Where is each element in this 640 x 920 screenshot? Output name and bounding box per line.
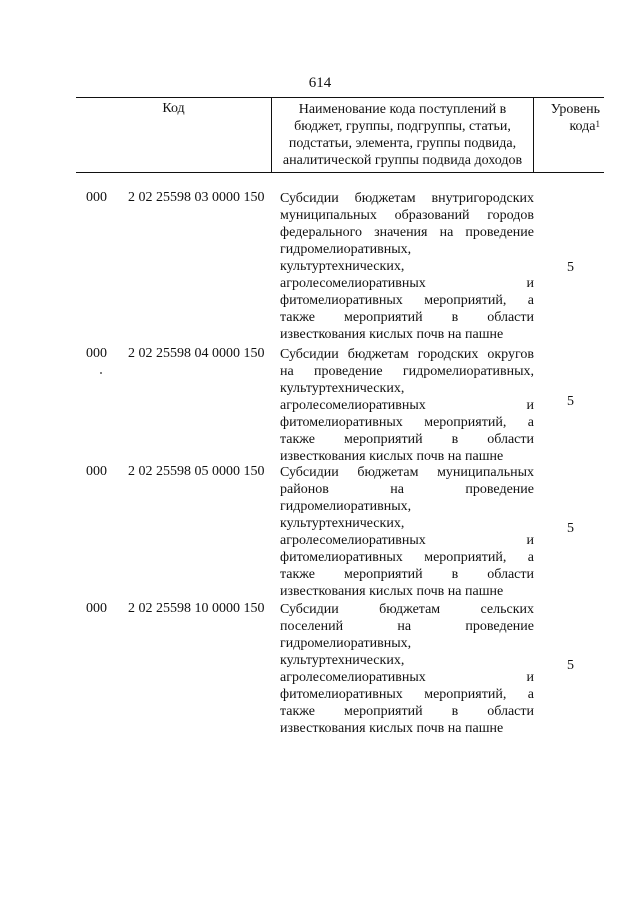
admin-code: 000 (86, 464, 107, 479)
revenue-name-line: культуртехнических, (280, 259, 405, 274)
table-header (76, 97, 604, 173)
revenue-name-line: также мероприятий в области (280, 432, 534, 447)
header-name-column (272, 98, 534, 172)
admin-code: 000 (86, 601, 107, 616)
revenue-name-line: гидромелиоративных, (280, 636, 412, 651)
revenue-name-line: муниципальных образований городов (280, 208, 534, 223)
revenue-name-line: Субсидии бюджетам муниципальных (280, 465, 534, 480)
revenue-name (280, 601, 534, 737)
revenue-name-line: агролесомелиоративных и (280, 670, 534, 685)
admin-code: 000 (86, 190, 107, 205)
header-level-line1: Уровень (550, 102, 600, 117)
revenue-name-line: фитомелиоративных мероприятий, а (280, 687, 534, 702)
revenue-name-line: культуртехнических, (280, 653, 405, 668)
code-level: 5 (567, 658, 574, 673)
revenue-name (280, 346, 534, 465)
revenue-name-line: гидромелиоративных, (280, 499, 412, 514)
header-code-column: Код (76, 98, 272, 172)
header-level-label: кода (569, 119, 596, 134)
revenue-name-line: известкования кислых почв на пашне (280, 584, 504, 599)
revenue-name-line: фитомелиоративных мероприятий, а (280, 550, 534, 565)
revenue-code: 2 02 25598 10 0000 150 (128, 601, 265, 616)
code-level: 5 (567, 260, 574, 275)
code-level: 5 (567, 521, 574, 536)
revenue-name-line: Субсидии бюджетам городских округов (280, 347, 534, 362)
header-name-line: бюджет, группы, подгруппы, статьи, (294, 119, 511, 134)
revenue-name-line: известкования кислых почв на пашне (280, 721, 504, 736)
admin-code: 000 (86, 346, 107, 361)
revenue-name-line: также мероприятий в области (280, 310, 534, 325)
header-level-footnote: 1 (595, 119, 600, 129)
revenue-name-line: федерального значения на проведение (280, 225, 534, 240)
revenue-code: 2 02 25598 04 0000 150 (128, 346, 265, 361)
header-name-line: Наименование кода поступлений в (298, 102, 507, 117)
revenue-name-line: районов на проведение (280, 482, 534, 497)
revenue-name-line: агролесомелиоративных и (280, 398, 534, 413)
revenue-name (280, 190, 534, 343)
revenue-name-line: Субсидии бюджетам сельских (280, 602, 534, 617)
revenue-name-line: фитомелиоративных мероприятий, а (280, 293, 534, 308)
revenue-name-line: на проведение гидромелиоративных, (280, 364, 534, 379)
header-name-line: подстатьи, элемента, группы подвида, (288, 136, 517, 151)
page-number: 614 (308, 75, 332, 91)
revenue-name-line: агролесомелиоративных и (280, 276, 534, 291)
header-name-line: аналитической группы подвида доходов (282, 153, 523, 168)
revenue-name-line: известкования кислых почв на пашне (280, 449, 504, 464)
revenue-code: 2 02 25598 05 0000 150 (128, 464, 265, 479)
revenue-name-line: Субсидии бюджетам внутригородских (280, 191, 534, 206)
revenue-code: 2 02 25598 03 0000 150 (128, 190, 265, 205)
revenue-name-line: известкования кислых почв на пашне (280, 327, 504, 342)
revenue-name-line: агролесомелиоративных и (280, 533, 534, 548)
revenue-name-line: поселений на проведение (280, 619, 534, 634)
scan-speck (100, 372, 102, 374)
revenue-name-line: культуртехнических, (280, 381, 405, 396)
revenue-name-line: культуртехнических, (280, 516, 405, 531)
revenue-name-line: также мероприятий в области (280, 704, 534, 719)
code-level: 5 (567, 394, 574, 409)
revenue-name-line: также мероприятий в области (280, 567, 534, 582)
revenue-name (280, 464, 534, 600)
header-level-column (534, 98, 604, 172)
header-level-line2 (534, 118, 600, 135)
revenue-name-line: фитомелиоративных мероприятий, а (280, 415, 534, 430)
revenue-name-line: гидромелиоративных, (280, 242, 412, 257)
